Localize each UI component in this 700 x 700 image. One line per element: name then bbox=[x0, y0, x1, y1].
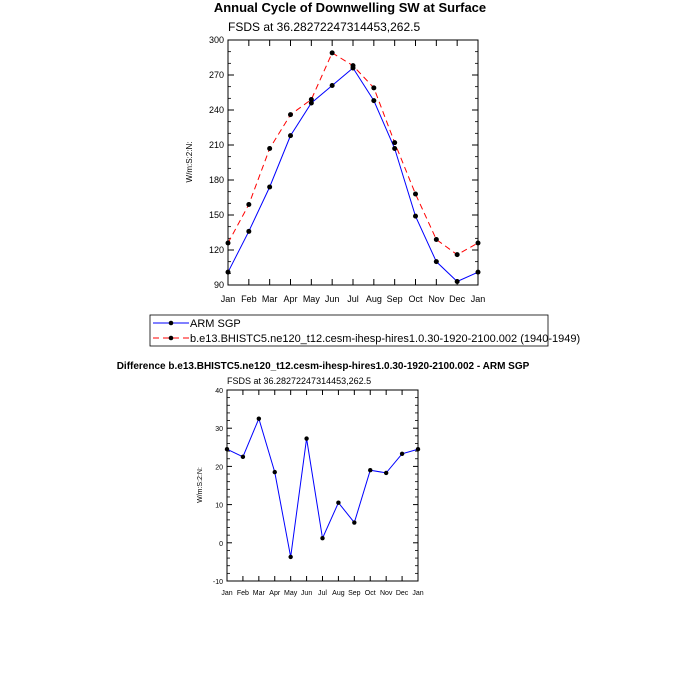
data-point-s1-9 bbox=[413, 192, 418, 197]
y-tick-label: 30 bbox=[215, 426, 223, 434]
chart1-plot-frame bbox=[228, 40, 478, 285]
data-point-s0-9 bbox=[413, 214, 418, 219]
data-point-s1-1 bbox=[246, 202, 251, 207]
x-tick-label: Aug bbox=[365, 294, 382, 304]
x-tick-label: Jan bbox=[412, 590, 424, 597]
data-point-s1-7 bbox=[371, 85, 376, 90]
series-line-1 bbox=[228, 53, 478, 255]
x-tick-label: Apr bbox=[269, 590, 281, 597]
data-point-s0-10 bbox=[384, 471, 388, 475]
data-point-s1-3 bbox=[288, 112, 293, 117]
y-tick-label: 270 bbox=[208, 70, 224, 80]
data-point-s0-8 bbox=[352, 520, 356, 524]
y-tick-label: 300 bbox=[208, 35, 224, 45]
data-point-s1-10 bbox=[434, 237, 439, 242]
legend-label-arm-sgp: ARM SGP bbox=[190, 318, 241, 330]
data-point-s0-1 bbox=[241, 455, 245, 459]
x-tick-label: Jul bbox=[347, 294, 359, 304]
data-point-s0-0 bbox=[225, 447, 229, 451]
data-point-s0-0 bbox=[226, 270, 231, 275]
chart2-ylabel: W/m:S:2:N: bbox=[197, 467, 204, 503]
x-tick-label: Dec bbox=[395, 590, 409, 597]
data-point-s1-0 bbox=[226, 241, 231, 246]
x-tick-label: Feb bbox=[241, 294, 257, 304]
x-tick-label: May bbox=[302, 294, 320, 304]
data-point-s0-12 bbox=[416, 447, 420, 451]
annual-cycle-chart bbox=[185, 0, 486, 304]
data-point-s1-11 bbox=[455, 252, 460, 257]
y-tick-label: 20 bbox=[215, 464, 223, 472]
data-point-s0-10 bbox=[434, 259, 439, 264]
x-tick-label: Jan bbox=[221, 590, 233, 597]
x-tick-label: Jan bbox=[220, 294, 236, 304]
series-line-0 bbox=[228, 68, 478, 282]
legend-arm-sgp-marker bbox=[169, 321, 174, 326]
x-tick-label: Mar bbox=[252, 590, 265, 597]
chart2-subtitle: FSDS at 36.28272247314453,262.5 bbox=[227, 376, 372, 386]
x-tick-label: Jun bbox=[300, 590, 313, 597]
data-point-s0-6 bbox=[320, 536, 324, 540]
data-point-s0-12 bbox=[476, 270, 481, 275]
x-tick-label: Jan bbox=[470, 294, 486, 304]
data-point-s1-4 bbox=[309, 97, 314, 102]
x-tick-label: Apr bbox=[283, 294, 298, 304]
data-point-s0-2 bbox=[257, 416, 261, 420]
data-point-s0-1 bbox=[246, 229, 251, 234]
x-tick-label: Sep bbox=[386, 294, 403, 304]
y-tick-label: 240 bbox=[208, 105, 224, 115]
chart1-title: Annual Cycle of Downwelling SW at Surface bbox=[213, 0, 487, 15]
x-tick-label: Mar bbox=[261, 294, 278, 304]
data-point-s1-2 bbox=[267, 146, 272, 151]
data-point-s0-11 bbox=[455, 279, 460, 284]
y-tick-label: 180 bbox=[208, 175, 224, 185]
x-tick-label: Jun bbox=[324, 294, 340, 304]
legend-model-marker bbox=[169, 336, 174, 341]
legend bbox=[150, 315, 580, 346]
y-tick-label: 150 bbox=[208, 210, 224, 220]
chart2-series bbox=[225, 416, 420, 559]
data-point-s0-8 bbox=[392, 146, 397, 151]
x-tick-label: May bbox=[284, 590, 298, 597]
data-point-s1-8 bbox=[392, 140, 397, 145]
x-tick-label: Oct bbox=[408, 294, 423, 304]
data-point-s1-5 bbox=[330, 50, 335, 55]
y-tick-label: -10 bbox=[212, 579, 223, 586]
y-tick-label: 40 bbox=[215, 388, 223, 395]
x-tick-label: Sep bbox=[348, 590, 361, 597]
chart1-series bbox=[226, 50, 481, 284]
data-point-s0-5 bbox=[304, 436, 308, 440]
legend-label-model: b.e13.BHISTC5.ne120_t12.cesm-ihesp-hires1.0.30-1920-2100.002 (1940-1949) bbox=[190, 333, 581, 345]
chart2-title: Difference b.e13.BHISTC5.ne120_t12.cesm-ihesp-hires1.0.30-1920-2100.002 - ARM SGP bbox=[116, 361, 530, 372]
data-point-s1-6 bbox=[351, 63, 356, 68]
chart2-plot-frame bbox=[227, 390, 418, 581]
data-point-s0-5 bbox=[330, 83, 335, 88]
x-tick-label: Nov bbox=[379, 590, 393, 597]
chart1-axis-ticks bbox=[209, 35, 485, 304]
data-point-s0-4 bbox=[288, 555, 292, 559]
x-tick-label: Feb bbox=[236, 590, 249, 597]
y-tick-label: 10 bbox=[215, 502, 223, 510]
data-point-s0-11 bbox=[400, 452, 404, 456]
data-point-s0-7 bbox=[371, 98, 376, 103]
x-tick-label: Oct bbox=[364, 590, 376, 597]
x-tick-label: Dec bbox=[449, 294, 466, 304]
y-tick-label: 120 bbox=[208, 245, 224, 255]
y-tick-label: 210 bbox=[208, 140, 224, 150]
chart1-subtitle: FSDS at 36.28272247314453,262.5 bbox=[228, 20, 421, 34]
data-point-s0-3 bbox=[288, 133, 293, 138]
x-tick-label: Nov bbox=[428, 294, 445, 304]
x-tick-label: Aug bbox=[332, 590, 345, 597]
y-tick-label: 0 bbox=[219, 540, 223, 548]
data-point-s0-2 bbox=[267, 185, 272, 190]
data-point-s0-9 bbox=[368, 468, 372, 472]
y-tick-label: 90 bbox=[213, 280, 224, 290]
difference-chart bbox=[117, 361, 530, 597]
chart2-axis-ticks bbox=[213, 388, 424, 597]
data-point-s0-3 bbox=[273, 470, 277, 474]
data-point-s1-12 bbox=[476, 241, 481, 246]
data-point-s0-7 bbox=[336, 500, 340, 504]
x-tick-label: Jul bbox=[318, 590, 327, 597]
chart1-ylabel: W/m:S:2:N: bbox=[185, 141, 194, 183]
